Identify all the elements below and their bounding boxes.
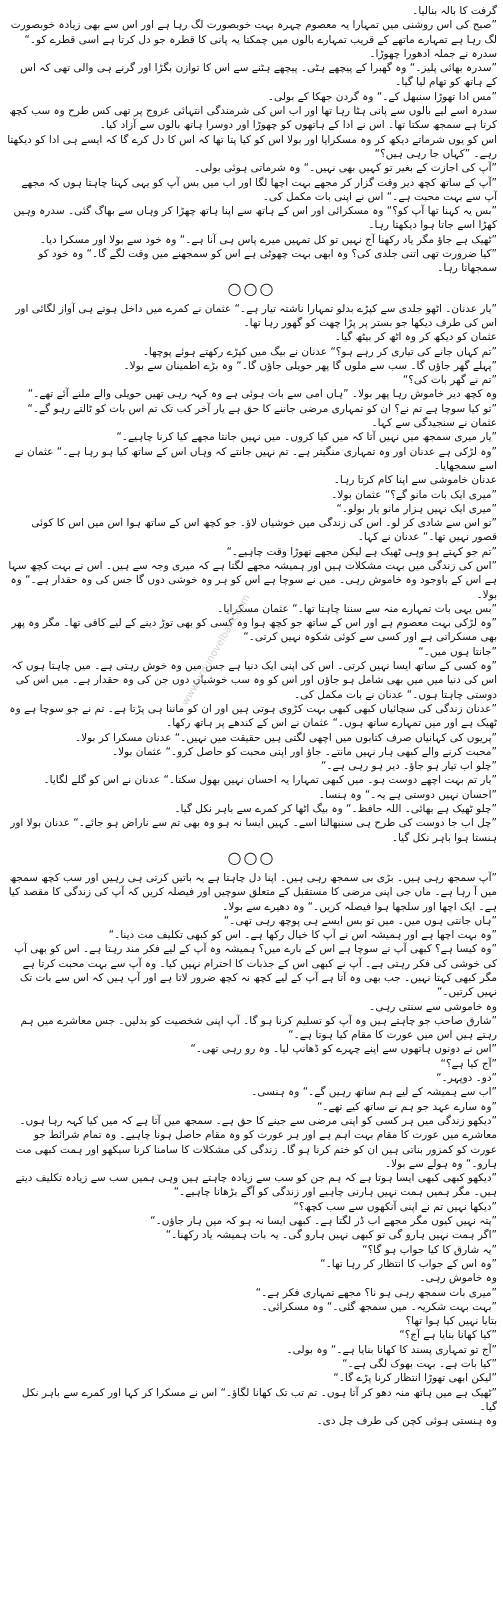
paragraph: ”کیا کھانا بنایا ہے آج؟“ [399,1329,497,1342]
paragraph: ”محبت کرنے والے کبھی ہار نہیں مانتے۔ جاؤ اور اپنی محبت کو حاصل کرو۔“ عثمان بولا۔ [111,745,497,758]
paragraph: ”احسان نہیں دوستی ہے یہ۔“ وہ ہنسا۔ [318,788,497,801]
paragraph: ”چلو اب تیار ہو جاؤ۔ دیر ہو رہی ہے۔“ [320,760,497,773]
paragraph: ”آج تو تمہاری پسند کا کھانا بنایا ہے۔“ وہ بولی۔ [286,1343,497,1356]
paragraph: ”مس ادا تھوڑا سنبھل کے۔“ وہ گردن جھکا کے بولی۔ [267,90,497,103]
paragraph: ”وہ کسی کے ساتھ ایسا نہیں کرتی۔ اس کی اپنی ایک دنیا ہے جس میں وہ خوش رہتی ہے۔ میں چاہتا ہوں کہ اس کی دنیا میں میں بھی شامل ہو جاؤں اور اس کو وہ سب خوشیاں دوں جن کی وہ حقدار ہے۔ میں اس کی دوستی چاہتا ہوں۔“ عدنان نے بات مکمل کی۔ [11,660,497,701]
paragraph: ”وہ اس کے جواب کا انتظار کر رہا تھا۔“ [320,1257,497,1270]
paragraph: ”ٹھیک ہے میں ہاتھ منہ دھو کر آتا ہوں۔ تم تب تک کھانا لگاؤ۔“ اس نے مسکرا کر کہا اور کمرے سے باہر نکل گیا۔ [21,1386,497,1413]
paragraph: ”چل اب جا دوست کی طرح ہی سنبھالنا اسے۔ کہیں ایسا نہ ہو وہ بھی تم سے ناراض ہو جائے۔“ عدنان بولا اور ہنستا ہوا باہر نکل گیا۔ [10,817,497,844]
paragraph: ”اگر ہمت نہیں ہارو گی تو کبھی نہیں ہارو گی۔ یہ بات ہمیشہ یاد رکھنا۔“ [165,1229,497,1242]
paragraph: عثمان کو دیکھ کر وہ اٹھ کر بیٹھ گیا۔ [334,331,497,344]
paragraph: وہ کچھ دیر خاموش رہا پھر بولا۔ ”ہاں امی سے بات ہوئی ہے وہ کہہ رہی تھیں حویلی والے ملنے آئے تھے۔“ [27,388,497,401]
paragraph: ”کیا ضرورت تھی اتنی جلدی کی؟ وہ ابھی بہت چھوٹی ہے اس کو سمجھنے میں وقت لگے گا۔“ وہ خود کو سمجھاتا رہا۔ [38,248,497,275]
paragraph: ”وہ کیسا ہے؟ کبھی آپ نے سوچا ہے اس کے بارے میں؟ ہمیشہ وہ آپ کے لیے فکر مند رہتا ہے۔ اس کو بھی آپ کی خوشی کی فکر رہتی ہے۔ آپ نے کبھی اس کے جذبات کا احترام نہیں کیا۔ وہ آپ سے بہت محبت کرتا ہے مگر کبھی کہتا نہیں۔ جب بھی وہ آتا ہے آپ کے لیے کچھ نہ کچھ ضرور لاتا ہے اور آپ ہیں کہ اس سے بات تک نہیں کرتیں۔“ [14,943,497,999]
paragraph: ”وہ لڑکی بہت معصوم ہے اور اس کے ساتھ جو کچھ ہوا وہ کسی کو بھی توڑ دینے کے لیے کافی تھا۔ مگر وہ پھر بھی مسکراتی ہے اور کسی سے کوئی شکوہ نہیں کرتی۔“ [11,617,497,644]
paragraph: ”یار میری سمجھ میں نہیں آتا کہ میں کیا کروں۔ میں نہیں جانتا مجھے کیا کرنا چاہیے۔“ [116,431,497,444]
paragraph: ”دیکھو کبھی کبھی ایسا ہوتا ہے کہ ہم جن کو سب سے زیادہ چاہتے ہیں وہی ہمیں سب سے زیادہ تکلیف دیتے ہیں۔ مگر ہمیں ہمت نہیں ہارنی چاہیے اور زندگی کو آگے بڑھانا چاہیے۔“ [15,1172,497,1199]
paragraph: ”بس یہی بات تمہارے منہ سے سننا چاہتا تھا۔“ عثمان مسکرایا۔ [217,602,497,615]
paragraph: ”آج کیا ہے؟“ [440,1057,497,1070]
paragraph: ”پریوں کی کہانیاں صرف کتابوں میں اچھی لگتی ہیں حقیقت میں نہیں۔“ عدنان مسکرا کر بولا۔ [74,731,497,744]
paragraph: ”دیکھو زندگی میں ہر کسی کو اپنی مرضی سے جینے کا حق ہے۔ سمجھ میں آتا ہے کہ میں کیا کہہ رہا ہوں۔ معاشرے میں عورت کا مقام بہت اہم ہے اور ہر عورت کو وہ مقام حاصل ہونا چاہیے۔ وہ تمام شرائط جو عورت کو کمزور بناتی ہیں ان کو ختم کرنا ہو گا۔ زندگی کی مشکلات کا سامنا کرنا سیکھو اور ہمت کبھی مت ہارو۔“ وہ ہولے سے بولا۔ [15,1114,497,1170]
section-separator: ○○○ [227,847,276,867]
paragraph: ”ٹھیک ہے جاؤ مگر یاد رکھنا آج نہیں تو کل تمہیں میرے پاس ہی آنا ہے۔“ وہ خود سے بولا اور مسکرا دیا۔ [39,233,497,246]
paragraph: ”تم جو کہتے ہو وہی ٹھیک ہے لیکن مجھے تھوڑا وقت چاہیے۔“ [226,545,497,558]
paragraph: ”اب سے ہمیشہ کے لیے ہم ساتھ رہیں گے۔“ وہ ہنسی۔ [251,1086,497,1099]
paragraph: ”لیکن ابھی تھوڑا انتظار کرنا پڑے گا۔“ [333,1372,497,1385]
paragraph: ”یار عدنان۔ اٹھو جلدی سے کپڑے بدلو تمہارا ناشتہ تیار ہے۔“ عثمان نے کمرے میں داخل ہوتے ہی آواز لگائی اور اس کی طرف دیکھا جو بستر پر پڑا چھت کو گھور رہا تھا۔ [15,302,497,329]
paragraph: ”وہ لڑکی ہے عدنان اور وہ تمہاری منگیتر ہے۔ تم نہیں جانتے کہ وہاں اس کے ساتھ کیا ہو رہا ہے۔“ عثمان نے اسے سمجھایا۔ [14,445,497,472]
paragraph: ”وہ سارے عہد جو ہم نے ساتھ کیے تھے۔“ [316,1100,497,1113]
paragraph: وہ خاموش رہی۔ [419,1272,497,1285]
paragraph: ”تو کیا سوچا ہے تم نے؟ ان کو تمہاری مرضی جاننے کا حق ہے یار آخر کب تک تم اس بات کو ٹالتے رہو گے۔“ عثمان نے سنجیدگی سے کہا۔ [27,402,497,430]
paragraph: ”تم نے گھر بات کی؟“ [402,374,497,387]
paragraph: ”میری ایک بات مانو گے؟“ عثمان بولا۔ [331,488,497,501]
paragraph: ”بہت بہت شکریہ۔ میں سمجھ گئی۔“ وہ مسکرائی۔ [261,1300,497,1313]
paragraph: عدنان خاموشی سے اپنا کام کرتا رہا۔ [333,474,497,487]
paragraph: ”دو۔ دوپہر۔“ [436,1072,497,1085]
paragraph: ”وہ بہت اچھا ہے اور ہمیشہ اس نے آپ کا خیال رکھا ہے۔ اس کو کبھی تکلیف مت دینا۔“ [108,929,497,942]
paragraph: ”چلو ٹھیک ہے بھائی۔ اللہ حافظ۔“ وہ بیگ اٹھا کر کمرے سے باہر نکل گیا۔ [174,803,497,816]
paragraph: ”بس یہ کہنا تھا آپ کو؟“ وہ مسکرائی اور اس کے ہاتھ سے اپنا ہاتھ چھڑا کر وہاں سے بھاگ گئی۔ سدرہ وہیں کھڑا اسے جاتا ہوا دیکھتا رہا۔ [13,205,497,232]
paragraph: ”کیا بات ہے۔ بہت بھوک لگی ہے۔“ [342,1358,497,1371]
paragraph: ”میری ایک نہیں ہزار مانو یار بولو۔“ [336,502,497,515]
paragraph: ”یار تم بہت اچھے دوست ہو۔ میں کبھی تمہارا یہ احسان نہیں بھول سکتا۔“ عدنان نے اس کو گلے لگایا۔ [43,774,497,787]
paragraph: ”صبح کی اس روشنی میں تمہارا یہ معصوم چہرہ بہت خوبصورت لگ رہا ہے اور اس سے بھی زیادہ خوبصورت لگ رہا ہے تمہارے ماتھے کے قریب تمہارے بالوں میں چمکتا یہ پانی کا قطرہ جو دل کرتا ہے اسی قطرے کو۔“ سدرہ نے جملہ ادھورا چھوڑا۔ [10,19,497,60]
paragraph: ”اس کی زندگی میں بہت مشکلات ہیں اور ہمیشہ مجھے لگتا ہے کہ میری وجہ سے ہیں۔ اس نے بہت کچھ سہا ہے اس کے باوجود وہ خاموش رہی۔ میں نے سوچا ہے اس کو ہر وہ خوشی دوں گا جس کی وہ حقدار ہے۔“ وہ بولا۔ [8,559,497,601]
paragraph: ”شارق صاحب جو چاہتے ہیں وہ آپ کو تسلیم کرنا ہو گا۔ آپ اپنی شخصیت کو بدلیں۔ جس معاشرے میں ہم رہتے ہیں اس میں عورت کا مقام کیا ہوتا ہے۔“ [20,1014,497,1042]
paragraph: ”میری بات سمجھ رہی ہو نا؟ مجھے تمہاری فکر ہے۔“ [255,1286,497,1299]
paragraph: ”سدرہ بھائی پلیز۔“ وہ گھبرا کے پیچھے ہٹی۔ پیچھے ہٹنے سے اس کا توازن بگڑا اور گرنے ہی والی تھی کہ اس کے ہاتھ کو تھام لیا گیا۔ [20,62,497,89]
paragraph: ”جانتا ہوں میں۔“ [418,645,497,658]
paragraph: وہ خاموشی سے سنتی رہی۔ [369,1000,497,1013]
document-body [6,4,497,1429]
paragraph: ”آپ کے ساتھ کچھ دیر وقت گزار کر مجھے بہت اچھا لگا اور اب میں بس آپ کو یہی کہنا چاہتا ہوں کہ مجھے آپ سے بہت محبت ہے۔“ اس نے اپنی بات مکمل کی۔ [21,176,497,203]
paragraph: ”اس نے دونوں ہاتھوں سے اپنے چہرے کو ڈھانپ لیا۔ وہ رو رہی تھی۔“ [190,1043,497,1056]
paragraph: ”پہلے گھر جاؤں گا۔ سب سے ملوں گا پھر حویلی جاؤں گا۔“ وہ بڑے اطمینان سے بولا۔ [123,359,497,372]
paragraph: گرفت کا بالہ بنالیا۔ [412,5,497,17]
paragraph: ”یہ شارق کا کیا جواب ہو گا؟“ [362,1243,497,1256]
paragraph: اس کو یوں شرماتے دیکھ کر وہ مسکرایا اور بولا اس کو کیا پتا تھا کہ اس کا دل کرے گا کہ ایسے ہی ادا کو دیکھتا رہے۔ ”کہاں جا رہی ہیں؟“ [7,133,497,160]
watermark: www.urdunovelbank.com [180,592,253,708]
paragraph: ”ہاں جانتی ہوں میں۔ میں تو بس ایسے ہی پوچھ رہی تھی۔“ [223,914,497,927]
section-separator: ○○○ [227,278,276,298]
paragraph: ”عدنان زندگی کی سچائیاں کبھی کبھی بہت کڑوی ہوتی ہیں اور ان کو ماننا ہی پڑتا ہے۔ تم نے جو سوچا ہے وہ ٹھیک ہے اور میں تمہارے ساتھ ہوں۔“ عثمان نے اس کے کندھے پر ہاتھ رکھا۔ [9,702,497,730]
paragraph: ”دیکھا نہیں تم نے اپنی آنکھوں سے سب کچھ؟“ [293,1200,497,1213]
paragraph: ”تو اس سے شادی کر لو۔ اس کی زندگی میں خوشیاں لاؤ۔ جو کچھ اس کے ساتھ ہوا اس میں اس کا کوئی قصور نہیں تھا۔“ عدنان نے کہا۔ [31,517,497,544]
paragraph: ”تم کہاں جانے کی تیاری کر رہے ہو؟“ عدنان نے بیگ میں کپڑے رکھتے ہوئے پوچھا۔ [142,345,497,358]
paragraph: وہ ہنستی ہوئی کچن کی طرف چل دی۔ [316,1415,497,1428]
paragraph: سدرہ اسے لیے بالوں سے پانی ہٹا رہا تھا اور اب اس کی شرمندگی انتہائی عروج پر تھی کس طرح وہ سب کچھ کرتا ہے سمجھ سکتا تھا۔ اس نے ادا کے ہاتھوں کو چھوڑا اور دوسرا ہاتھ بالوں سے آزاد کیا۔ [9,105,497,132]
paragraph: ”آپ سمجھ رہی ہیں۔ بڑی بی سمجھ رہی ہیں۔ اپنا دل چاہتا ہے یہ باتیں کرتی ہی رہیں اور سب کچھ سمجھ میں آ رہا ہے۔ ماں جی اپنی مرضی کا مستقبل کے متعلق سوچیں اور فیصلہ کریں کہ آپ کی زندگی کا مقصد کیا ہے۔ ایک اچھا اور سلجھا ہوا فیصلہ کریں۔“ وہ دھیرے سے بولا۔ [8,871,497,913]
paragraph: ”آپ کی اجازت کے بغیر تو کہیں بھی نہیں۔“ وہ شرماتی ہوئی بولی۔ [194,162,497,175]
paragraph: ”پتہ نہیں کیوں مگر مجھے اب ڈر لگتا ہے۔ کبھی ایسا نہ ہو کہ میں ہار جاؤں۔“ [150,1215,497,1228]
paragraph: بتایا نہیں کیا ہوا تھا؟ [405,1315,497,1328]
